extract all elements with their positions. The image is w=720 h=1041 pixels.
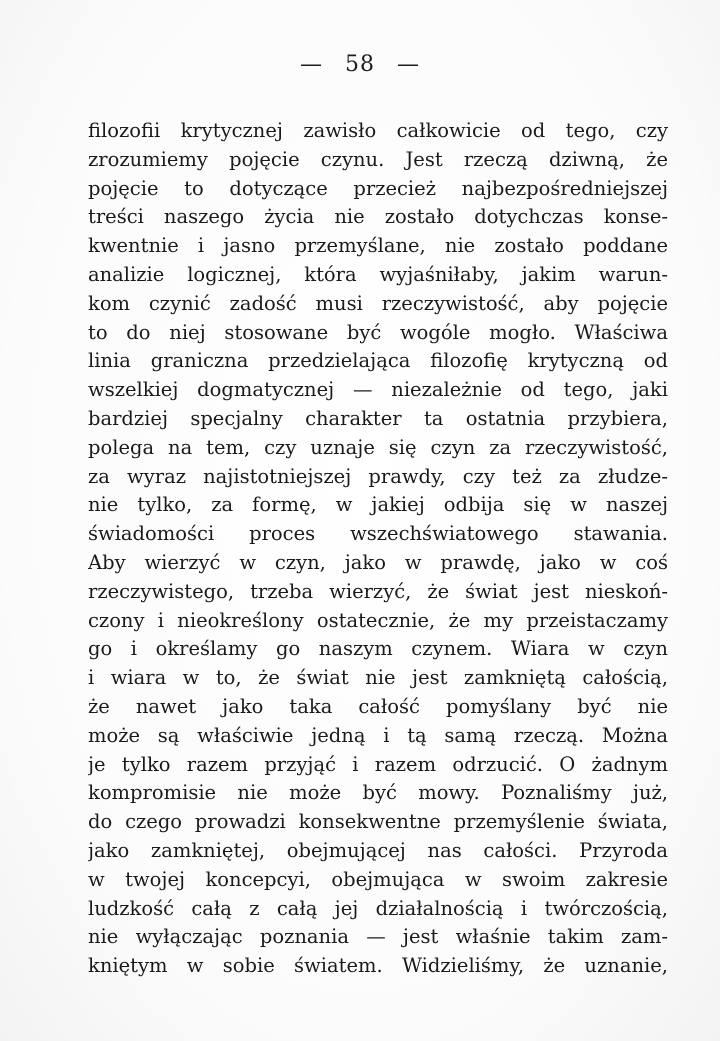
text-line: że nawet jako taka całość pomyślany być nie	[88, 694, 668, 718]
page-number-dash-right: —	[397, 52, 420, 77]
text-line: jako zamkniętej, obejmującej nas całości. Przyroda	[88, 838, 668, 862]
text-line: wszelkiej dogmatycznej — niezależnie od tego, jaki	[88, 378, 668, 402]
text-line: pojęcie to dotyczące przecież najbezpośredniejszej	[88, 176, 668, 200]
text-line: treści naszego życia nie zostało dotychczas konse-	[88, 205, 668, 229]
text-line: i wiara w to, że świat nie jest zamkniętą całością,	[88, 666, 668, 690]
text-line: kompromisie nie może być mowy. Poznaliśmy już,	[88, 781, 668, 805]
text-line: może są właściwie jedną i tą samą rzeczą. Można	[88, 723, 668, 747]
page-number-header	[0, 52, 720, 77]
text-line: kom czynić zadość musi rzeczywistość, aby pojęcie	[88, 291, 668, 315]
text-line: kwentnie i jasno przemyślane, nie zostało poddane	[88, 234, 668, 258]
text-line: Aby wierzyć w czyn, jako w prawdę, jako w coś	[88, 550, 668, 574]
text-line: je tylko razem przyjąć i razem odrzucić. O żadnym	[88, 752, 668, 776]
text-line: polega na tem, czy uznaje się czyn za rzeczywistość,	[88, 435, 668, 459]
text-line: nie tylko, za formę, w jakiej odbija się w naszej	[88, 493, 668, 517]
text-line: go i określamy go naszym czynem. Wiara w czyn	[88, 637, 668, 661]
text-line: czony i nieokreślony ostatecznie, że my przeistaczamy	[88, 608, 668, 632]
page-number-dash-left: —	[300, 52, 323, 77]
text-line: to do niej stosowane być wogóle mogło. Właściwa	[88, 320, 668, 344]
text-line: filozofii krytycznej zawisło całkowicie od tego, czy	[88, 119, 668, 142]
text-line: ludzkość całą z całą jej działalnością i twórczością,	[88, 896, 668, 920]
body-text	[88, 117, 668, 981]
text-line: w twojej koncepcyi, obejmująca w swoim zakresie	[88, 867, 668, 891]
text-line: świadomości proces wszechświatowego stawania.	[88, 522, 668, 546]
page-number: 58	[345, 52, 375, 77]
text-line: bardziej specjalny charakter ta ostatnia przybiera,	[88, 406, 668, 430]
text-line: nie wyłączając poznania — jest właśnie takim zam-	[88, 925, 668, 949]
text-line: za wyraz najistotniejszej prawdy, czy też za złudze-	[88, 464, 668, 488]
text-line: rzeczywistego, trzeba wierzyć, że świat jest nieskoń-	[88, 579, 668, 603]
text-line: zrozumiemy pojęcie czynu. Jest rzeczą dziwną, że	[88, 147, 668, 171]
text-line: linia graniczna przedzielająca filozofię krytyczną od	[88, 349, 668, 373]
text-line: do czego prowadzi konsekwentne przemyślenie świata,	[88, 810, 668, 834]
text-line: kniętym w sobie światem. Widzieliśmy, że uznanie,	[88, 954, 668, 978]
text-line: analizie logicznej, która wyjaśniłaby, jakim warun-	[88, 262, 668, 286]
